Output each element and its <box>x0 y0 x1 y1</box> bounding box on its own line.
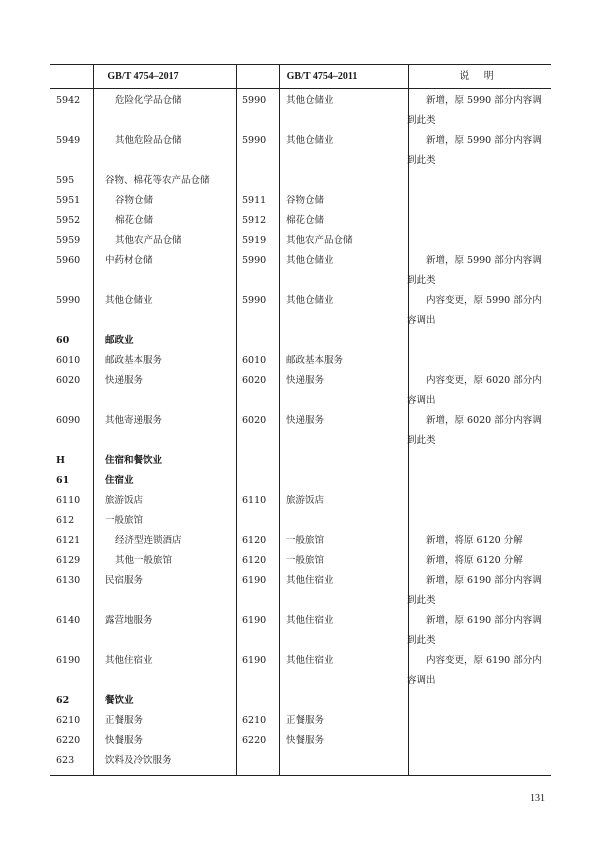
name-2017: 住宿和餐饮业 <box>105 455 163 466</box>
table-row <box>50 491 551 511</box>
name-2017: 其他寄递服务 <box>105 415 163 426</box>
name-2011: 快餐服务 <box>286 735 325 746</box>
code-2017: 6130 <box>56 575 81 586</box>
code-2017: 6190 <box>56 655 81 666</box>
table-row <box>50 411 551 451</box>
table-row <box>50 611 551 651</box>
code-2017: 6020 <box>56 375 81 386</box>
table-row <box>50 731 551 751</box>
code-2017: 612 <box>56 515 75 526</box>
table-row <box>50 531 551 551</box>
name-2017: 邮政基本服务 <box>105 355 163 366</box>
name-2017: 民宿服务 <box>105 575 144 586</box>
note-text: 内容变更，原 6190 部分内容调出 <box>407 655 542 686</box>
table-row <box>50 251 551 291</box>
name-2011: 其他仓储业 <box>286 95 334 106</box>
code-2011: 6220 <box>242 735 267 746</box>
code-2017: 595 <box>56 175 75 186</box>
name-2017: 旅游饭店 <box>105 495 144 506</box>
table-row <box>50 751 551 771</box>
code-2017: 5990 <box>56 295 81 306</box>
header-gbt-2017: GB/T 4754–2017 <box>107 71 179 82</box>
name-2017: 其他住宿业 <box>105 655 153 666</box>
name-2017: 餐饮业 <box>105 695 134 706</box>
header-gbt-2011: GB/T 4754–2011 <box>286 71 358 82</box>
name-2011: 一般旅馆 <box>286 555 325 566</box>
table-row <box>50 471 551 491</box>
name-2011: 其他住宿业 <box>286 615 334 626</box>
name-2011: 正餐服务 <box>286 715 325 726</box>
code-2011: 6010 <box>242 355 267 366</box>
code-2017: 62 <box>56 695 70 706</box>
table-row <box>50 291 551 331</box>
code-2011: 6210 <box>242 715 267 726</box>
code-2011: 6190 <box>242 655 267 666</box>
name-2017: 经济型连锁酒店 <box>115 535 182 546</box>
note-text: 新增，原 6020 部分内容调到此类 <box>407 415 542 446</box>
code-2017: 5942 <box>56 95 81 106</box>
name-2017: 中药材仓储 <box>105 255 153 266</box>
note-text: 新增，原 5990 部分内容调到此类 <box>407 255 542 286</box>
name-2017: 危险化学品仓储 <box>115 95 182 106</box>
header-note: 说 明 <box>459 71 500 82</box>
code-2017: 5949 <box>56 135 81 146</box>
code-2011: 6110 <box>242 495 267 506</box>
name-2017: 谷物仓储 <box>115 195 154 206</box>
note-text: 内容变更，原 5990 部分内容调出 <box>407 295 542 326</box>
table-row <box>50 91 551 131</box>
table-row <box>50 571 551 611</box>
name-2017: 快餐服务 <box>105 735 144 746</box>
table-row <box>50 171 551 191</box>
name-2017: 其他仓储业 <box>105 295 153 306</box>
name-2011: 其他农产品仓储 <box>286 235 353 246</box>
name-2017: 其他危险品仓储 <box>115 135 182 146</box>
code-2017: 6210 <box>56 715 81 726</box>
table-row <box>50 651 551 691</box>
code-2017: 6090 <box>56 415 81 426</box>
code-2011: 5990 <box>242 255 267 266</box>
name-2011: 其他仓储业 <box>286 255 334 266</box>
note-text: 新增，将原 6120 分解 <box>426 535 523 546</box>
table-row <box>50 451 551 471</box>
header-divider <box>50 88 551 89</box>
table-row <box>50 131 551 171</box>
note-text: 新增，原 5990 部分内容调到此类 <box>407 135 542 166</box>
code-2017: 5959 <box>56 235 81 246</box>
code-2011: 6120 <box>242 555 267 566</box>
name-2017: 正餐服务 <box>105 715 144 726</box>
table-row <box>50 191 551 211</box>
table-row <box>50 231 551 251</box>
name-2017: 其他农产品仓储 <box>115 235 182 246</box>
table-row <box>50 371 551 411</box>
code-2011: 6120 <box>242 535 267 546</box>
table-row <box>50 691 551 711</box>
name-2011: 棉花仓储 <box>286 215 325 226</box>
table-row <box>50 351 551 371</box>
code-2017: 60 <box>56 335 70 346</box>
name-2017: 饮料及冷饮服务 <box>105 755 172 766</box>
code-2011: 5919 <box>242 235 267 246</box>
table-row <box>50 511 551 531</box>
note-text: 内容变更，原 6020 部分内容调出 <box>407 375 542 406</box>
note-text: 新增，原 6190 部分内容调到此类 <box>407 575 542 606</box>
code-2017: 61 <box>56 475 70 486</box>
code-2011: 5990 <box>242 95 267 106</box>
classification-table <box>50 64 551 776</box>
code-2017: 623 <box>56 755 75 766</box>
code-2011: 5911 <box>242 195 267 206</box>
name-2017: 一般旅馆 <box>105 515 144 526</box>
code-2011: 6020 <box>242 415 267 426</box>
name-2011: 其他仓储业 <box>286 295 334 306</box>
code-2017: 6010 <box>56 355 81 366</box>
table-row <box>50 551 551 571</box>
code-2017: 6121 <box>56 535 81 546</box>
code-2017: H <box>56 455 65 466</box>
name-2011: 其他住宿业 <box>286 655 334 666</box>
name-2011: 其他住宿业 <box>286 575 334 586</box>
code-2011: 6190 <box>242 575 267 586</box>
name-2011: 快递服务 <box>286 415 325 426</box>
name-2017: 快递服务 <box>105 375 144 386</box>
name-2017: 邮政业 <box>105 335 134 346</box>
name-2011: 邮政基本服务 <box>286 355 344 366</box>
code-2017: 6110 <box>56 495 81 506</box>
note-text: 新增，原 6190 部分内容调到此类 <box>407 615 542 646</box>
note-text: 新增，原 5990 部分内容调到此类 <box>407 95 542 126</box>
table-row <box>50 331 551 351</box>
code-2017: 5951 <box>56 195 81 206</box>
table-row <box>50 211 551 231</box>
name-2017: 谷物、棉花等农产品仓储 <box>105 175 210 186</box>
code-2017: 6129 <box>56 555 81 566</box>
name-2011: 旅游饭店 <box>286 495 325 506</box>
code-2017: 5960 <box>56 255 81 266</box>
name-2011: 快递服务 <box>286 375 325 386</box>
table-row <box>50 711 551 731</box>
note-text: 新增，将原 6120 分解 <box>426 555 523 566</box>
code-2011: 5990 <box>242 295 267 306</box>
code-2011: 6020 <box>242 375 267 386</box>
name-2017: 住宿业 <box>105 475 134 486</box>
page-number: 131 <box>530 793 545 804</box>
name-2017: 其他一般旅馆 <box>115 555 173 566</box>
code-2017: 5952 <box>56 215 81 226</box>
code-2011: 5912 <box>242 215 267 226</box>
code-2017: 6220 <box>56 735 81 746</box>
name-2017: 露营地服务 <box>105 615 153 626</box>
name-2011: 其他仓储业 <box>286 135 334 146</box>
name-2011: 一般旅馆 <box>286 535 325 546</box>
code-2011: 5990 <box>242 135 267 146</box>
name-2011: 谷物仓储 <box>286 195 325 206</box>
name-2017: 棉花仓储 <box>115 215 154 226</box>
code-2011: 6190 <box>242 615 267 626</box>
code-2017: 6140 <box>56 615 81 626</box>
